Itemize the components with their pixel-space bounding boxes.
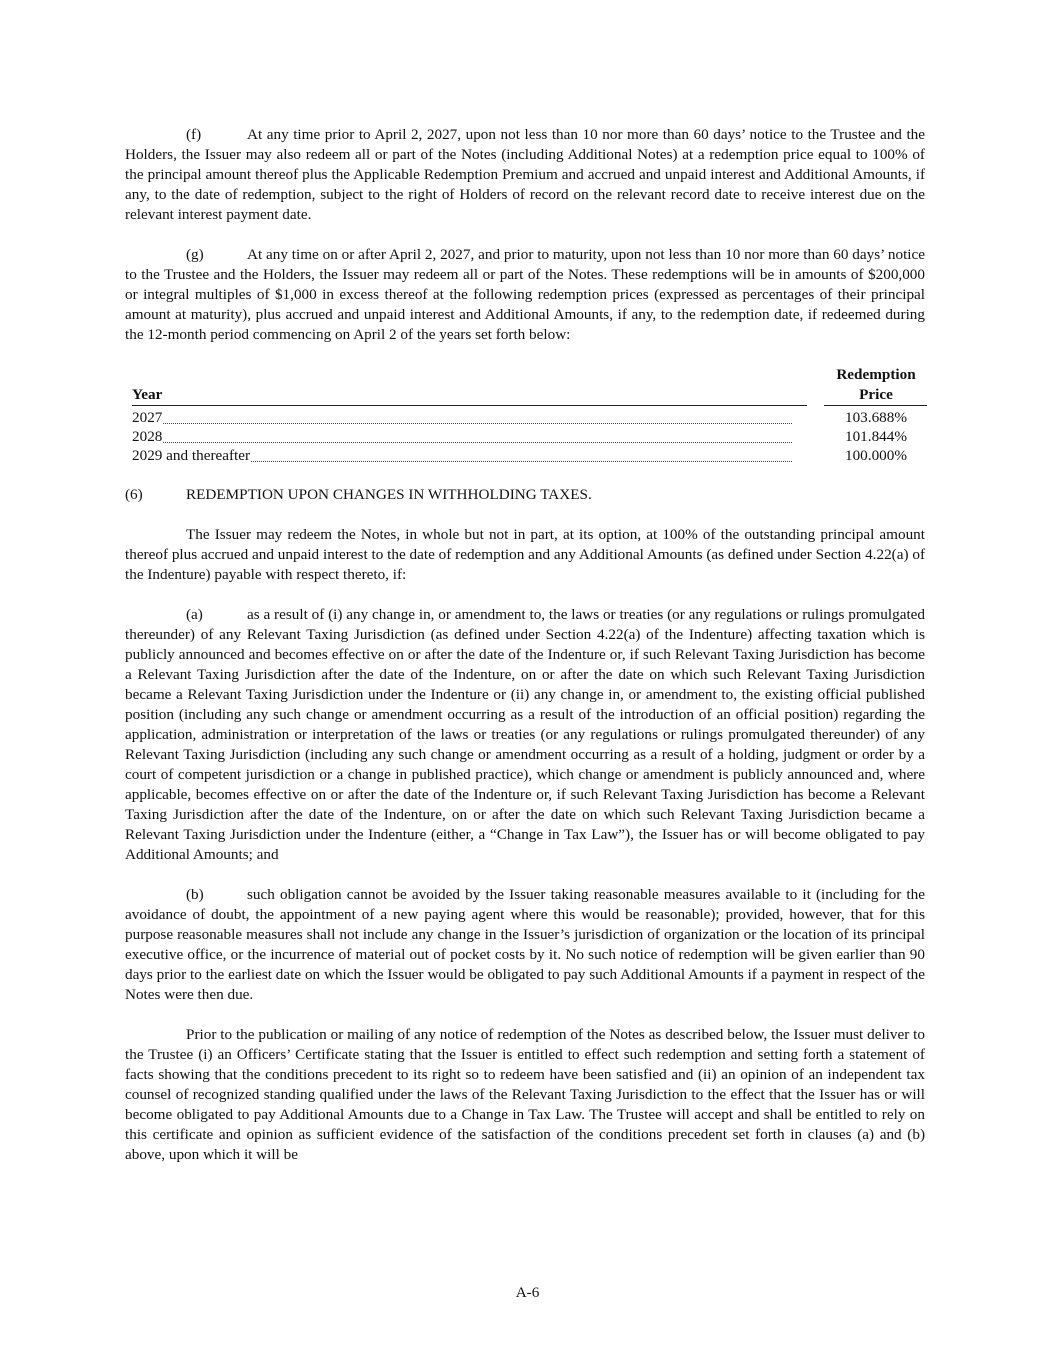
dot-leader bbox=[132, 442, 792, 443]
table-cell-year: 2029 and thereafter bbox=[132, 447, 251, 464]
table-header-price bbox=[821, 365, 931, 405]
table-cell-year: 2028 bbox=[132, 428, 163, 445]
table-header-price-line1: Redemption bbox=[836, 366, 916, 383]
dot-leader bbox=[132, 423, 792, 424]
paragraph-f-label: (f) bbox=[186, 126, 202, 143]
paragraph-f bbox=[125, 125, 925, 225]
clause-a-label: (a) bbox=[186, 606, 203, 623]
table-header-price-line2: Price bbox=[859, 386, 893, 403]
table-row bbox=[132, 427, 925, 447]
paragraph-g bbox=[125, 245, 925, 345]
section-6-intro: The Issuer may redeem the Notes, in whole but not in part, at its option, at 100% of the outstanding principal amount thereof plus accrued and unpaid interest to the date of redemption and any Additional Amounts (as defined under Section 4.22(a) of the Indenture) payable with respect thereto, if: bbox=[125, 526, 925, 583]
section-6-title: REDEMPTION UPON CHANGES IN WITHHOLDING TAXES. bbox=[186, 486, 592, 503]
table-header-rule-year bbox=[132, 405, 807, 406]
prior-notice-paragraph: Prior to the publication or mailing of any notice of redemption of the Notes as described below, the Issuer must deliver to the Trustee (i) an Officers’ Certificate stating that the Issuer is entitled to effect such redemption and setting forth a statement of facts showing that the conditions precedent to its right so to redeem have been satisfied and (ii) an opinion of an independent tax counsel of recognized standing qualified under the laws of the Relevant Taxing Jurisdiction to the effect that the Issuer has or will become obligated to pay Additional Amounts due to a Change in Tax Law. The Trustee will accept and shall be entitled to rely on this certificate and opinion as sufficient evidence of the satisfaction of the conditions precedent set forth in clauses (a) and (b) above, upon which it will be bbox=[125, 1026, 925, 1163]
table-cell-year: 2027 bbox=[132, 409, 163, 426]
clause-a-text: as a result of (i) any change in, or amendment to, the laws or treaties (or any regulations or rulings promulgated thereunder) of any Relevant Taxing Jurisdiction (as defined under Section 4.22(a) of the Indenture) affecting taxation which is publicly announced and becomes effective on or after the date of the Indenture or, if such Relevant Taxing Jurisdiction has become a Relevant Taxing Jurisdiction after the date of the Indenture, on or after the date on which such Relevant Taxing Jurisdiction became a Relevant Taxing Jurisdiction under the Indenture or (ii) any change in, or amendment to, the existing official published position (including any such change or amendment occurring as a result of the introduction of an official position) regarding the application, administration or interpretation of the laws or treaties (or any regulations or rulings promulgated thereunder) of any Relevant Taxing Jurisdiction (including any such change or amendment occurring as a result of a holding, judgment or order by a court of competent jurisdiction or a change in published practice), which change or amendment is publicly announced and, where applicable, becomes effective on or after the date of the Indenture or, if such Relevant Taxing Jurisdiction has become a Relevant Taxing Jurisdiction after the date of the Indenture, on or after the date on which such Relevant Taxing Jurisdiction became a Relevant Taxing Jurisdiction under the Indenture (either, a “Change in Tax Law”), the Issuer has or will become obligated to pay Additional Amounts; and bbox=[125, 606, 925, 863]
paragraph-g-text: At any time on or after April 2, 2027, and prior to maturity, upon not less than 10 nor more than 60 days’ notice to the Trustee and the Holders, the Issuer may redeem all or part of the Notes. These redemptions will be in amounts of $200,000 or integral multiples of $1,000 in excess thereof at the following redemption prices (expressed as percentages of their principal amount at maturity), plus accrued and unpaid interest and Additional Amounts, if any, to the redemption date, if redeemed during the 12-month period commencing on April 2 of the years set forth below: bbox=[125, 246, 925, 343]
table-cell-price: 101.844% bbox=[844, 428, 907, 445]
paragraph-f-text: At any time prior to April 2, 2027, upon not less than 10 nor more than 60 days’ notice to the Trustee and the Holders, the Issuer may also redeem all or part of the Notes (including Additional Notes) at a redemption price equal to 100% of the principal amount thereof plus the Applicable Redemption Premium and accrued and unpaid interest and Additional Amounts, if any, to the date of redemption, subject to the right of Holders of record on the relevant record date to receive interest due on the relevant interest payment date. bbox=[125, 126, 925, 223]
table-header-year: Year bbox=[132, 386, 163, 403]
section-6-heading bbox=[125, 485, 925, 505]
clause-b-label: (b) bbox=[186, 886, 204, 903]
table-cell-price: 103.688% bbox=[844, 409, 907, 426]
document-page bbox=[125, 125, 925, 1165]
table-header-rule-price bbox=[824, 405, 927, 406]
clause-a bbox=[125, 605, 925, 865]
table-cell-price: 100.000% bbox=[844, 447, 907, 464]
clause-b-text: such obligation cannot be avoided by the Issuer taking reasonable measures available to it (including for the avoidance of doubt, the appointment of a new paying agent where this would be reasonable); provided, however, that for this purpose reasonable measures shall not include any change in the Issuer’s jurisdiction of organization or the location of its principal executive office, or the incurrence of material out of pocket costs by it. No such notice of redemption will be given earlier than 90 days prior to the earliest date on which the Issuer would be obligated to pay such Additional Amounts if a payment in respect of the Notes were then due. bbox=[125, 886, 925, 1003]
redemption-price-table bbox=[132, 365, 925, 465]
section-6-number: (6) bbox=[125, 486, 143, 503]
clause-b bbox=[125, 885, 925, 1005]
table-row bbox=[132, 408, 925, 428]
table-row bbox=[132, 446, 925, 466]
page-number: A-6 bbox=[515, 1284, 540, 1301]
paragraph-g-label: (g) bbox=[186, 246, 204, 263]
